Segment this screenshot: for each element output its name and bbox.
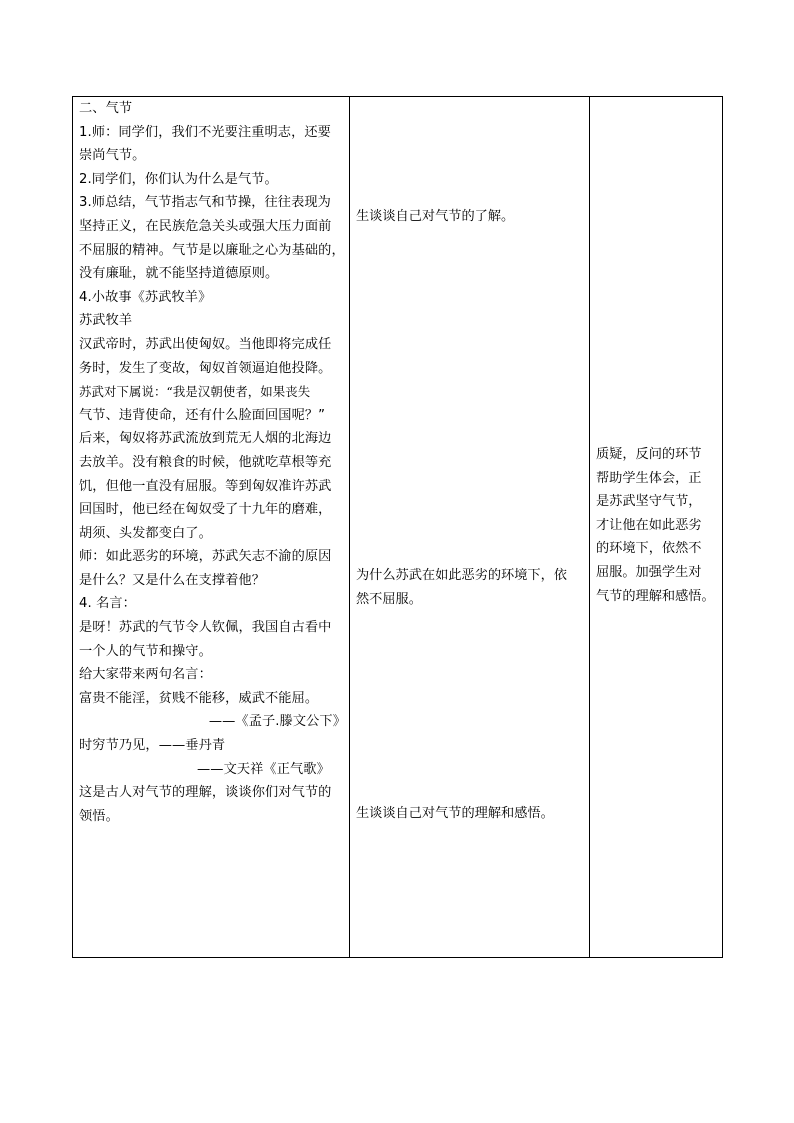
- teaching-process-text: [73, 97, 349, 828]
- text-line: 这是古人对气节的理解，谈谈你们对气节的: [79, 785, 332, 801]
- text-line: 务时，发生了变故，匈奴首领逼迫他投降。: [79, 360, 332, 376]
- section-heading: 二、气节: [79, 101, 133, 116]
- text-line: 气节的理解和感悟。: [596, 588, 715, 604]
- text-line: 3.师总结，气节指志气和节操，往往表现为: [79, 195, 331, 211]
- text-line: 去放羊。没有粮食的时候，他就吃草根等充: [79, 454, 332, 470]
- text-line: 屈服。加强学生对: [596, 564, 702, 580]
- design-intent-cell: [590, 97, 723, 958]
- text-line: 崇尚气节。: [79, 148, 146, 164]
- text-line: 一个人的气节和操守。: [79, 643, 212, 659]
- text-line: 师：如此恶劣的环境，苏武矢志不渝的原因: [79, 549, 332, 565]
- text-line: 领悟。: [79, 808, 119, 824]
- quote-line: 时穷节乃见，——垂丹青: [79, 738, 226, 754]
- quote-source: ——《孟子.滕文公下》: [208, 714, 346, 730]
- design-intent-text: [596, 443, 720, 608]
- text-line: 不屈服的精神。气节是以廉耻之心为基础的，: [79, 242, 345, 258]
- text-line: 后来，匈奴将苏武流放到荒无人烟的北海边: [79, 431, 332, 447]
- text-line: 气节、违背使命，还有什么脸面回国呢？”: [79, 407, 326, 423]
- student-activity-1: 生谈谈自己对气节的了解。: [356, 209, 515, 224]
- quote-line: 富贵不能淫，贫贱不能移，威武不能屈。: [79, 690, 319, 706]
- text-line: 饥，但他一直没有屈服。等到匈奴准许苏武: [79, 478, 332, 494]
- text-line: 是呀！苏武的气节令人钦佩，我国自古看中: [79, 620, 332, 636]
- text-line: 苏武对下属说：“我是汉朝使者，如果丧失: [79, 384, 311, 400]
- text-line: 没有廉耻，就不能坚持道德原则。: [79, 266, 279, 282]
- student-activity-cell: [350, 97, 590, 958]
- text-line: 的环境下，依然不: [596, 541, 702, 557]
- text-line: 1.师：同学们，我们不光要注重明志，还要: [79, 124, 331, 140]
- text-line: 胡须、头发都变白了。: [79, 525, 212, 541]
- student-activity-2-line1: 为什么苏武在如此恶劣的环境下，依: [356, 568, 567, 583]
- teaching-process-cell: [73, 97, 350, 958]
- text-line: 汉武帝时，苏武出使匈奴。当他即将完成任: [79, 336, 332, 352]
- text-line: 帮助学生体会，正: [596, 470, 702, 486]
- story-title: 苏武牧羊: [79, 313, 133, 329]
- text-line: 质疑，反问的环节: [596, 447, 702, 462]
- text-line: 4.小故事《苏武牧羊》: [79, 289, 212, 305]
- text-line: 2.同学们，你们认为什么是气节。: [79, 171, 278, 187]
- text-line: 4. 名言：: [79, 596, 136, 612]
- text-line: 回国时，他已经在匈奴受了十九年的磨难，: [79, 502, 332, 518]
- table-row: [73, 97, 723, 958]
- student-activity-2-line2: 然不屈服。: [356, 592, 422, 607]
- text-line: 是苏武坚守气节，: [596, 494, 702, 510]
- quote-source: ——文天祥《正气歌》: [197, 761, 330, 777]
- text-line: 才让他在如此恶劣: [596, 517, 702, 533]
- text-line: 给大家带来两句名言：: [79, 667, 212, 683]
- text-line: 是什么？又是什么在支撑着他？: [79, 572, 266, 588]
- lesson-plan-table: [72, 96, 723, 958]
- student-activity-3: 生谈谈自己对气节的理解和感悟。: [356, 806, 554, 821]
- text-line: 坚持正义，在民族危急关头或强大压力面前: [79, 218, 332, 234]
